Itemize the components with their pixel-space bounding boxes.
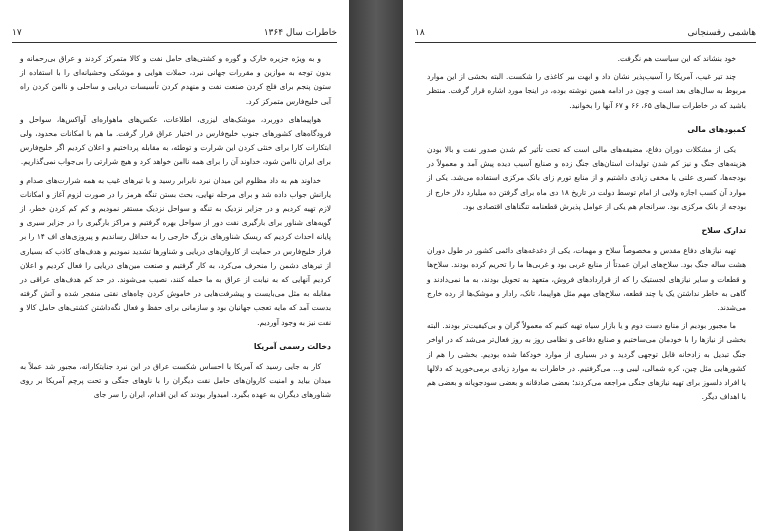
page-number: ۱۷ <box>12 28 22 38</box>
header-title: هاشمی رفسنجانی <box>687 28 756 38</box>
paragraph: هواپیماهای دوربرد، موشک‌های لیزری، اطلاعات، عکس‌های ماهواره‌ای آواکس‌ها، سواحل و فرودگاه‌های کشورهای جنوب خلیج‌فارس در اختیار عراق قرار گرفت. ما هم با امکانات محدود، ولی ابتکارات کارا برای خنثی کردن این شرارت و توطئه، به مقابله پرداختیم و اعلان کردیم اگر خلیج‌فارس برای ایران ناامن شود، خداوند آن را برای همه ناامن خواهد کرد و هیچ شرارتی را بی‌جواب نمی‌گذاریم. <box>20 114 331 167</box>
paragraph: خود بنشاند که این سیاست هم نگرفت. <box>617 54 736 63</box>
page-body <box>20 52 331 525</box>
header-title: خاطرات سال ۱۳۶۴ <box>263 28 337 38</box>
page-number: ۱۸ <box>415 28 425 38</box>
paragraph: کار به جایی رسید که آمریکا با احساس شکست عراق در این نبرد جنایتکارانه، مجبور شد عملاً به میدان بیاید و امنیت کاروان‌های حامل نفت دیگران را با ناوهای جنگی و تحت پرچم آمریکا بر روی شناورهای دیگران به عهده بگیرد. امیدوار بودند که این اقدام، ایران را سر جای <box>20 362 331 400</box>
paragraph: چند تیر غیب، آمریکا را آسیب‌پذیر نشان داد و ابهت بیر کاغذی را شکست. البته بخشی از این موارد مربوط به سال‌های بعد است و چون در ادامه همین نوشته بوده، در اینجا مورد اشاره قرار گرفت. منتظر باشید که در خاطرات سال‌های ۶۵، ۶۶ و ۶۷ آنها را بخوانید. <box>427 72 746 110</box>
section-heading: کمبودهای مالی <box>687 124 746 134</box>
page-body <box>427 52 746 525</box>
paragraph: و به ویژه جزیره خارک و گوره و کشتی‌های حامل نفت و کالا متمرکز کردند و عراق بی‌رحمانه و بدون توجه به موازین و مقررات جهانی نبرد، حملات هوایی و موشکی وحشیانه‌ای را با استفاده از ستون پنجم برای فلج کردن صنعت نفت و منهدم کردن تأسیسات دریایی و ساحلی و ناامن کردن راه آبی خلیج‌فارس متمرکز کرد. <box>20 54 331 106</box>
page-header <box>415 28 756 43</box>
section-heading: تدارک سلاح <box>701 226 746 236</box>
paragraph: خداوند هم به داد مظلوم این میدان نبرد نابرابر رسید و با تیرهای غیب به همه شرارت‌های صدام و یارانش جواب داده شد و برای مرحله نهایی، بحث بستن تنگه هرمز را در صورت لزوم آغاز و امکانات لازم تهیه کردیم و در جزایر نزدیک به تنگه و سواحل نزدیک مستقر نمودیم و کم کم کردن خطر، از گویه‌های شناور برای بارگیری نفت دور از سواحل بهره گرفتیم و مراکز بارگیری را در جزایر سیری و پایانه احداث کردیم که ریسک شناورهای بزرگ خارجی را به حداقل رساندیم و پیروزی‌های اف ۱۴ را بر فراز خلیج‌فارس در حمایت از کاروان‌های دریایی و شناورها تشدید نمودیم و هدف‌های کاذب که بسیاری از تیرهای دشمن را منحرف می‌کرد، به کار گرفتیم و صنعت مین‌های دریایی را فعال کردیم و اعلان کردیم آنهایی که به نیابت از عراق به ما حمله کنند، نصیب می‌شوند. در حد کم هدف‌های عراقی در مقابله به مثل می‌بایست و پیشرفت‌هایی در خاموش کردن چاه‌های نفتی منفجر شده و آتش گرفته بدست آمد که مایه تعجب جهانیان بود و سازمانی برای حفظ و فعال نگه‌داشتن کشتی‌های حامل کالا و نفت نیز به وجود آوردیم. <box>20 175 331 327</box>
book-gutter <box>349 0 403 531</box>
paragraph: تهیه نیازهای دفاع مقدس و مخصوصاً سلاح و مهمات، یکی از دغدغه‌های دائمی کشور در طول دوران هشت ساله جنگ بود. سلاح‌های ایران عمدتاً از منابع غربی بود و غربی‌ها ما را تحریم کرده بودند. سلاح‌ها و قطعات و سایر نیازهای لجستیک را که از قراردادهای فروش، متعهد به تحویل بودند، به ما نمی‌دادند و گاهی به خاطر نداشتن یک یا چند قطعه، سلاح‌های مهم مثل هواپیما، تانک، رادار و موشک‌ها از رده خارج می‌شدند. <box>427 246 746 313</box>
right-page <box>403 0 768 531</box>
page-header <box>12 28 337 43</box>
paragraph: یکی از مشکلات دوران دفاع، مضیقه‌های مالی است که تحت تأثیر کم شدن صدور نفت و بالا بودن هزینه‌های جنگ و نیز کم شدن تولیدات استان‌های جنگ زده و صنایع آسیب دیده پیش آمد و معمولاً در بودجه‌ها، کسری علنی یا مخفی زیادی داشتیم و از منابع تورم زای بانک مرکزی استفاده می‌شد. یکی از موارد آن کسب اجازه ولایی از امام توسط دولت در تاریخ ۱۸ دی ماه برای گرفتن ده میلیارد دلار خارج از بودجه از بانک مرکزی بود. سرانجام هم یکی از عوامل پذیرش قطعنامه تنگناهای اقتصادی بود. <box>427 145 746 211</box>
left-page <box>0 0 349 531</box>
section-heading: دخالت رسمی آمریکا <box>253 341 331 351</box>
paragraph: ما مجبور بودیم از منابع دست دوم و یا بازار سیاه تهیه کنیم که معمولاً گران و بی‌کیفیت‌تر بودند. البته بخشی از نیازها را با خودمان می‌ساختیم و صنایع دفاعی و نظامی روز به روز فعال‌تر می‌شد که در اواخر جنگ تبدیل به زادخانه قابل توجهی گردید و در بسیاری از موارد خودکفا شده بودیم. بخشی را هم از کشورهایی مثل چین، کره شمالی، لیبی و... می‌گرفتیم. در خاطرات به موارد زیادی برمی‌خورید که دلالها یا افراد دلسوز برای تهیه نیازهای جنگی مراجعه می‌کردند؛ بعضی صادقانه و بعضی سودجویانه و بعضی هم با اهداف دیگر. <box>427 321 746 402</box>
